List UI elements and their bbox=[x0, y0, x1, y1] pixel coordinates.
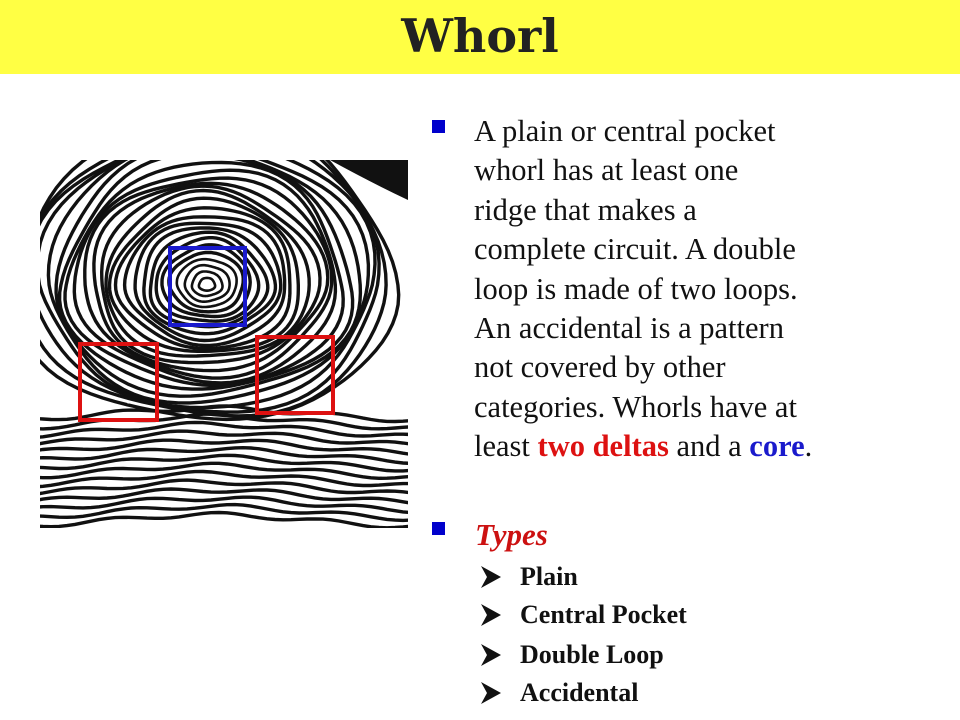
type-label: Accidental bbox=[520, 678, 639, 707]
last-line-prefix: least bbox=[474, 429, 538, 464]
description-line: ridge that makes a bbox=[474, 192, 697, 227]
type-item-accidental bbox=[480, 674, 638, 712]
last-line-suffix: . bbox=[804, 429, 813, 464]
slide-title: Whorl bbox=[401, 9, 559, 63]
core-marker bbox=[168, 246, 247, 327]
arrow-bullet-icon bbox=[480, 643, 502, 667]
bullet-square-icon bbox=[432, 522, 445, 535]
description-last-line bbox=[474, 427, 944, 466]
type-item-plain bbox=[480, 558, 578, 596]
arrow-bullet-icon bbox=[480, 565, 502, 589]
description-line: loop is made of two loops. bbox=[474, 271, 798, 306]
two-deltas-highlight: two deltas bbox=[537, 429, 669, 464]
arrow-bullet-icon bbox=[480, 681, 502, 705]
type-item-double-loop bbox=[480, 636, 664, 674]
description-line: An accidental is a pattern bbox=[474, 311, 784, 346]
type-label: Central Pocket bbox=[520, 600, 687, 629]
description-line: complete circuit. A double bbox=[474, 232, 796, 267]
type-item-central-pocket bbox=[480, 596, 687, 634]
description-line: categories. Whorls have at bbox=[474, 389, 797, 424]
type-label: Plain bbox=[520, 562, 578, 591]
type-label: Double Loop bbox=[520, 640, 664, 669]
description-line: not covered by other bbox=[474, 350, 726, 385]
whorl-description bbox=[474, 112, 944, 467]
left-delta-marker bbox=[78, 342, 159, 422]
right-delta-marker bbox=[255, 335, 335, 415]
last-line-middle: and a bbox=[668, 429, 750, 464]
types-label: Types bbox=[475, 517, 548, 552]
arrow-bullet-icon bbox=[480, 603, 502, 627]
description-line: A plain or central pocket bbox=[474, 114, 776, 148]
description-line: whorl has at least one bbox=[474, 153, 739, 188]
core-highlight: core bbox=[749, 429, 805, 464]
bullet-square-icon bbox=[432, 120, 445, 133]
